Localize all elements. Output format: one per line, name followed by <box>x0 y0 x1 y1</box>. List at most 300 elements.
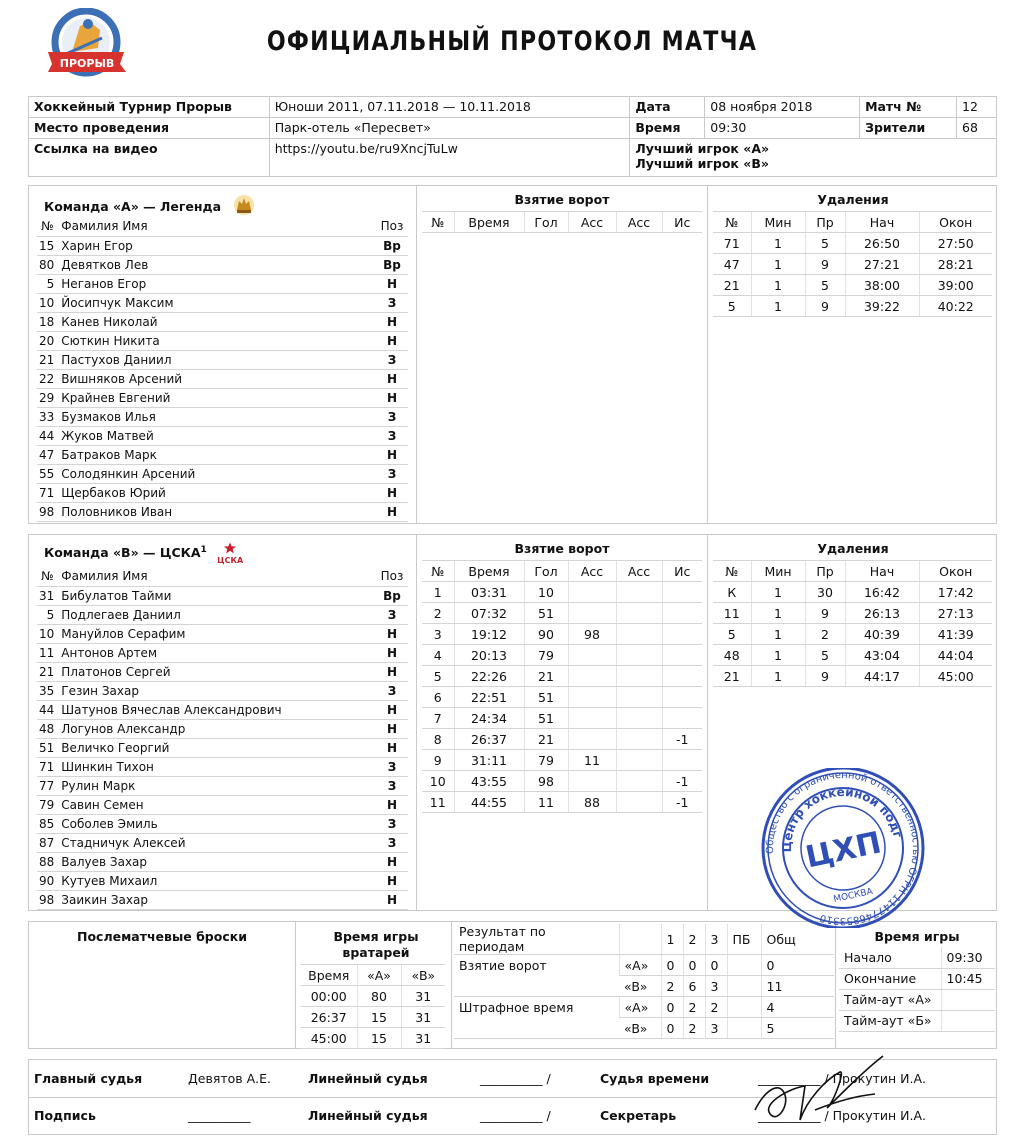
game-time-label: Тайм-аут «Б» <box>839 1010 941 1031</box>
roster-row <box>37 662 408 681</box>
penalty-cell: 39:22 <box>845 296 919 317</box>
signature-value: __________ <box>188 1108 251 1124</box>
game-time-label: Окончание <box>839 968 941 989</box>
player-name: Логунов Александр <box>59 719 376 738</box>
penalty-cell: 71 <box>713 233 751 254</box>
player-name: Платонов Сергей <box>59 662 376 681</box>
player-number: 71 <box>37 757 59 776</box>
roster-row <box>37 426 408 445</box>
summary-section <box>28 921 997 1049</box>
player-name: Неганов Егор <box>59 274 376 293</box>
goal-cell: 1 <box>422 582 454 603</box>
penalty-cell: 48 <box>713 645 751 666</box>
penalty-cell: 30 <box>805 582 845 603</box>
player-number: 85 <box>37 814 59 833</box>
goal-cell: 26:37 <box>454 729 524 750</box>
player-name: Стадничук Алексей <box>59 833 376 852</box>
goal-row <box>422 582 702 603</box>
roster-row <box>37 293 408 312</box>
date-label: Дата <box>630 97 705 118</box>
player-position: З <box>376 814 408 833</box>
player-number: 51 <box>37 738 59 757</box>
player-name: Жуков Матвей <box>59 426 376 445</box>
penalty-cell: 39:00 <box>919 275 992 296</box>
player-position: Вр <box>376 255 408 274</box>
goal-cell <box>568 603 616 624</box>
player-number: 22 <box>37 369 59 388</box>
goals-header-cell: Ис <box>662 212 702 233</box>
roster-row <box>37 833 408 852</box>
period-1-header: 1 <box>661 924 683 955</box>
linesman-1-label: Линейный судья <box>303 1060 475 1097</box>
player-name: Девятков Лев <box>59 255 376 274</box>
penalty-cell: 11 <box>713 603 751 624</box>
goals-header-cell: Асс <box>568 212 616 233</box>
video-link[interactable]: https://youtu.be/ru9XncjTuLw <box>269 139 630 177</box>
period-cell: 0 <box>705 955 727 976</box>
main-referee-value: Девятов А.Е. <box>183 1060 303 1097</box>
goal-cell <box>568 729 616 750</box>
goal-cell: 03:31 <box>454 582 524 603</box>
player-number: 98 <box>37 890 59 909</box>
goalie-time-cell: 00:00 <box>301 986 357 1007</box>
player-number: 21 <box>37 662 59 681</box>
period-cell: 0 <box>761 955 834 976</box>
player-number: 90 <box>37 871 59 890</box>
period-3-header: 3 <box>705 924 727 955</box>
player-number: 5 <box>37 274 59 293</box>
roster-row <box>37 369 408 388</box>
team-b-logo-text: ЦСКА <box>217 556 244 565</box>
goal-cell <box>616 771 662 792</box>
team-a-penalties-table <box>713 211 992 317</box>
player-name: Валуев Захар <box>59 852 376 871</box>
goal-cell <box>616 645 662 666</box>
player-number: 31 <box>37 586 59 605</box>
game-time-row <box>839 968 995 989</box>
player-name: Савин Семен <box>59 795 376 814</box>
tournament-label: Хоккейный Турнир Прорыв <box>29 97 270 118</box>
team-b-goals-title: Взятие ворот <box>514 541 610 556</box>
player-number: 48 <box>37 719 59 738</box>
player-position: З <box>376 605 408 624</box>
player-number: 80 <box>37 255 59 274</box>
player-position: Н <box>376 871 408 890</box>
roster-header-name: Фамилия Имя <box>59 217 376 236</box>
period-cell <box>727 955 761 976</box>
player-number: 15 <box>37 236 59 255</box>
player-number: 44 <box>37 426 59 445</box>
goalie-time-cell: 31 <box>401 1028 445 1049</box>
team-a-name: Команда «А» — Легенда <box>44 199 222 214</box>
goal-cell <box>568 771 616 792</box>
period-cell <box>727 1018 761 1039</box>
player-position: Н <box>376 331 408 350</box>
goal-cell: 79 <box>524 750 568 771</box>
player-name: Половников Иван <box>59 502 376 521</box>
player-name: Гезин Захар <box>59 681 376 700</box>
player-position: Н <box>376 890 408 909</box>
player-number: 98 <box>37 502 59 521</box>
goal-cell: 9 <box>422 750 454 771</box>
signature-mark <box>745 1050 895 1138</box>
periods-title: Результат по периодам <box>454 924 619 955</box>
period-cell: 0 <box>661 997 683 1018</box>
penalty-cell: 5 <box>805 233 845 254</box>
penalty-cell: 45:00 <box>919 666 992 687</box>
game-time-value: 09:30 <box>941 947 995 968</box>
penalty-cell: 27:50 <box>919 233 992 254</box>
player-number: 33 <box>37 407 59 426</box>
player-position: Н <box>376 852 408 871</box>
goal-row <box>422 603 702 624</box>
period-cell: 3 <box>705 1018 727 1039</box>
goal-row <box>422 771 702 792</box>
goal-cell: 44:55 <box>454 792 524 813</box>
roster-row <box>37 871 408 890</box>
goal-cell <box>616 792 662 813</box>
period-cell: 4 <box>761 997 834 1018</box>
roster-header-pos: Поз <box>376 217 408 236</box>
goal-row <box>422 708 702 729</box>
penalty-cell: 40:39 <box>845 624 919 645</box>
player-position: З <box>376 464 408 483</box>
goal-row <box>422 792 702 813</box>
goals-header-cell: Гол <box>524 561 568 582</box>
player-number: 79 <box>37 795 59 814</box>
penalty-header-cell: № <box>713 561 751 582</box>
goal-cell <box>568 708 616 729</box>
penalty-cell: 9 <box>805 254 845 275</box>
roster-row <box>37 624 408 643</box>
roster-row <box>37 738 408 757</box>
goal-cell: 98 <box>524 771 568 792</box>
penalty-cell: К <box>713 582 751 603</box>
roster-row <box>37 681 408 700</box>
goal-cell: 51 <box>524 687 568 708</box>
goal-cell: 3 <box>422 624 454 645</box>
period-cell: 0 <box>661 955 683 976</box>
goal-cell <box>568 645 616 666</box>
player-number: 18 <box>37 312 59 331</box>
player-position: Н <box>376 795 408 814</box>
goal-cell: 88 <box>568 792 616 813</box>
goal-cell: -1 <box>662 729 702 750</box>
penalty-header-cell: Нач <box>845 561 919 582</box>
penalty-row <box>713 275 992 296</box>
player-position: Н <box>376 738 408 757</box>
player-number: 71 <box>37 483 59 502</box>
roster-row <box>37 776 408 795</box>
goal-cell <box>616 624 662 645</box>
penalty-cell: 1 <box>751 645 805 666</box>
goal-cell <box>662 687 702 708</box>
player-number: 55 <box>37 464 59 483</box>
goal-cell: 31:11 <box>454 750 524 771</box>
player-number: 5 <box>37 605 59 624</box>
goalie-time-cell: 31 <box>401 1007 445 1028</box>
stamp-city-text: МОСКВА <box>832 886 874 905</box>
goalie-time-header-cell: Время <box>301 965 357 986</box>
team-a-goals-title: Взятие ворот <box>514 192 610 207</box>
penalty-cell: 47 <box>713 254 751 275</box>
periods-team-a-label: «А» <box>619 997 661 1018</box>
penalty-cell: 40:22 <box>919 296 992 317</box>
goalie-time-row <box>301 986 445 1007</box>
penalty-row <box>713 233 992 254</box>
game-time-label: Начало <box>839 947 941 968</box>
game-time-table <box>839 947 995 1032</box>
goal-cell: 22:26 <box>454 666 524 687</box>
stamp-outer-text: Общество с ограниченной ответственностью ОГРН 1147746853310 <box>764 769 922 927</box>
penalty-cell: 26:13 <box>845 603 919 624</box>
player-position: Н <box>376 445 408 464</box>
timekeeper-label: Судья времени <box>595 1060 753 1097</box>
goal-cell: 21 <box>524 729 568 750</box>
roster-row <box>37 700 408 719</box>
penalty-cell: 5 <box>805 275 845 296</box>
team-b-roster <box>37 567 408 910</box>
player-name: Крайнев Евгений <box>59 388 376 407</box>
roster-row <box>37 350 408 369</box>
goal-cell: -1 <box>662 771 702 792</box>
player-name: Соболев Эмиль <box>59 814 376 833</box>
penalty-cell: 1 <box>751 233 805 254</box>
player-position: Н <box>376 274 408 293</box>
penalty-cell: 26:50 <box>845 233 919 254</box>
penalty-cell: 5 <box>713 296 751 317</box>
penalty-header-cell: Мин <box>751 212 805 233</box>
period-cell <box>727 976 761 997</box>
official-stamp <box>748 768 938 928</box>
penalty-cell: 5 <box>713 624 751 645</box>
player-name: Рулин Марк <box>59 776 376 795</box>
roster-row <box>37 814 408 833</box>
goals-header-cell: Гол <box>524 212 568 233</box>
goal-cell <box>662 624 702 645</box>
total-header: Общ <box>761 924 834 955</box>
player-position: Н <box>376 662 408 681</box>
player-name: Мануйлов Серафим <box>59 624 376 643</box>
penalty-cell: 21 <box>713 275 751 296</box>
roster-row <box>37 719 408 738</box>
game-time-row <box>839 1010 995 1031</box>
player-position: Н <box>376 700 408 719</box>
penalty-header-cell: № <box>713 212 751 233</box>
goal-cell <box>662 750 702 771</box>
goals-header-cell: Асс <box>568 561 616 582</box>
penalty-cell: 1 <box>751 582 805 603</box>
player-number: 87 <box>37 833 59 852</box>
player-position: Н <box>376 369 408 388</box>
goalie-time-table <box>301 964 445 1049</box>
roster-row <box>37 312 408 331</box>
stamp-inner-text: Центр хоккейной подготовки <box>779 784 905 853</box>
player-name: Бибулатов Тайми <box>59 586 376 605</box>
goal-cell: 5 <box>422 666 454 687</box>
player-position: З <box>376 426 408 445</box>
secretary-label: Секретарь <box>600 1108 677 1124</box>
goal-row <box>422 645 702 666</box>
goals-header-cell: Асс <box>616 212 662 233</box>
goal-cell <box>662 645 702 666</box>
player-name: Вишняков Арсений <box>59 369 376 388</box>
game-time-label: Тайм-аут «А» <box>839 989 941 1010</box>
penalty-cell: 1 <box>751 603 805 624</box>
period-cell: 0 <box>683 955 705 976</box>
player-position: Н <box>376 643 408 662</box>
player-name: Заикин Захар <box>59 890 376 909</box>
goals-header-cell: Время <box>454 561 524 582</box>
tournament-value: Юноши 2011, 07.11.2018 — 10.11.2018 <box>269 97 630 118</box>
penalty-header-cell: Окон <box>919 212 992 233</box>
team-b-footnote: 1 <box>200 544 207 555</box>
goal-row <box>422 687 702 708</box>
penalty-row <box>713 624 992 645</box>
player-name: Бузмаков Илья <box>59 407 376 426</box>
period-cell: 11 <box>761 976 834 997</box>
player-name: Шинкин Тихон <box>59 757 376 776</box>
goals-header-cell: Асс <box>616 561 662 582</box>
period-cell: 2 <box>683 1018 705 1039</box>
goal-cell: 98 <box>568 624 616 645</box>
period-cell: 2 <box>705 997 727 1018</box>
player-number: 77 <box>37 776 59 795</box>
player-name: Солодянкин Арсений <box>59 464 376 483</box>
goal-cell <box>616 729 662 750</box>
player-name: Канев Николай <box>59 312 376 331</box>
goal-cell: 2 <box>422 603 454 624</box>
player-name: Антонов Артем <box>59 643 376 662</box>
penalty-header-cell: Окон <box>919 561 992 582</box>
team-a-penalties-title: Удаления <box>817 192 889 207</box>
team-b-title <box>44 542 243 565</box>
goal-cell: 43:55 <box>454 771 524 792</box>
signature-label: Подпись <box>34 1108 96 1124</box>
period-cell: 2 <box>661 976 683 997</box>
goal-cell: 19:12 <box>454 624 524 645</box>
periods-team-a-label: «А» <box>619 955 661 976</box>
spectators-label: Зрители <box>860 118 957 139</box>
penalty-cell: 21 <box>713 666 751 687</box>
main-referee-label: Главный судья <box>29 1060 183 1097</box>
player-number: 47 <box>37 445 59 464</box>
roster-row <box>37 502 408 521</box>
penalty-cell: 38:00 <box>845 275 919 296</box>
roster-header-num: № <box>37 567 59 586</box>
player-name: Щербаков Юрий <box>59 483 376 502</box>
goal-cell <box>616 708 662 729</box>
player-position: З <box>376 293 408 312</box>
goals-header-cell: Время <box>454 212 524 233</box>
date-value: 08 ноября 2018 <box>705 97 860 118</box>
roster-row <box>37 757 408 776</box>
goal-cell: 79 <box>524 645 568 666</box>
game-time-row <box>839 947 995 968</box>
periods-table <box>454 924 834 1039</box>
team-a-goals-table <box>422 211 702 233</box>
venue-value: Парк-отель «Пересвет» <box>269 118 630 139</box>
penalty-row <box>713 666 992 687</box>
player-number: 20 <box>37 331 59 350</box>
goal-cell <box>662 582 702 603</box>
goal-cell: 10 <box>422 771 454 792</box>
penalty-cell: 41:39 <box>919 624 992 645</box>
penalty-cell: 17:42 <box>919 582 992 603</box>
roster-row <box>37 407 408 426</box>
shootout-header: ПБ <box>727 924 761 955</box>
player-number: 11 <box>37 643 59 662</box>
goalie-time-cell: 45:00 <box>301 1028 357 1049</box>
period-cell: 0 <box>661 1018 683 1039</box>
page-title: ОФИЦИАЛЬНЫЙ ПРОТОКОЛ МАТЧА <box>266 26 758 57</box>
goalie-time-row <box>301 1007 445 1028</box>
goals-header-cell: № <box>422 212 454 233</box>
team-b-goals-table <box>422 560 702 813</box>
player-position: З <box>376 681 408 700</box>
team-b-penalties-title: Удаления <box>817 541 889 556</box>
period-cell <box>727 997 761 1018</box>
best-players-cell <box>630 139 997 177</box>
player-position: Н <box>376 624 408 643</box>
goal-cell: 07:32 <box>454 603 524 624</box>
logo-text: ПРОРЫВ <box>59 57 115 70</box>
goal-cell <box>662 708 702 729</box>
goal-cell: 4 <box>422 645 454 666</box>
penalty-cell: 1 <box>751 624 805 645</box>
shootouts-title: Послематчевые броски <box>76 929 247 944</box>
goal-cell: 20:13 <box>454 645 524 666</box>
goal-cell: 90 <box>524 624 568 645</box>
player-name: Батраков Марк <box>59 445 376 464</box>
periods-team-b-label: «B» <box>619 1018 661 1039</box>
best-player-a-label: Лучший игрок «А» <box>635 141 770 156</box>
penalty-cell: 27:21 <box>845 254 919 275</box>
player-number: 88 <box>37 852 59 871</box>
roster-row <box>37 464 408 483</box>
goal-cell: 11 <box>568 750 616 771</box>
player-position: З <box>376 407 408 426</box>
player-number: 44 <box>37 700 59 719</box>
time-value: 09:30 <box>705 118 860 139</box>
goalie-time-header-cell: «А» <box>357 965 401 986</box>
roster-row <box>37 586 408 605</box>
player-position: Н <box>376 483 408 502</box>
penalty-header-cell: Нач <box>845 212 919 233</box>
goal-cell: 6 <box>422 687 454 708</box>
match-number-label: Матч № <box>860 97 957 118</box>
player-position: Н <box>376 388 408 407</box>
player-position: Н <box>376 719 408 738</box>
periods-pim-label: Штрафное время <box>454 997 619 1039</box>
periods-goals-label: Взятие ворот <box>454 955 619 997</box>
penalty-cell: 9 <box>805 666 845 687</box>
goalie-time-row <box>301 1028 445 1049</box>
venue-label: Место проведения <box>29 118 270 139</box>
game-time-value <box>941 1010 995 1031</box>
goal-cell <box>662 603 702 624</box>
goal-cell: 21 <box>524 666 568 687</box>
period-cell: 6 <box>683 976 705 997</box>
roster-row <box>37 388 408 407</box>
penalty-row <box>713 603 992 624</box>
time-label: Время <box>630 118 705 139</box>
player-number: 29 <box>37 388 59 407</box>
goalie-time-header-cell: «B» <box>401 965 445 986</box>
goal-cell: -1 <box>662 792 702 813</box>
team-a-roster <box>37 217 408 522</box>
goal-cell: 51 <box>524 603 568 624</box>
